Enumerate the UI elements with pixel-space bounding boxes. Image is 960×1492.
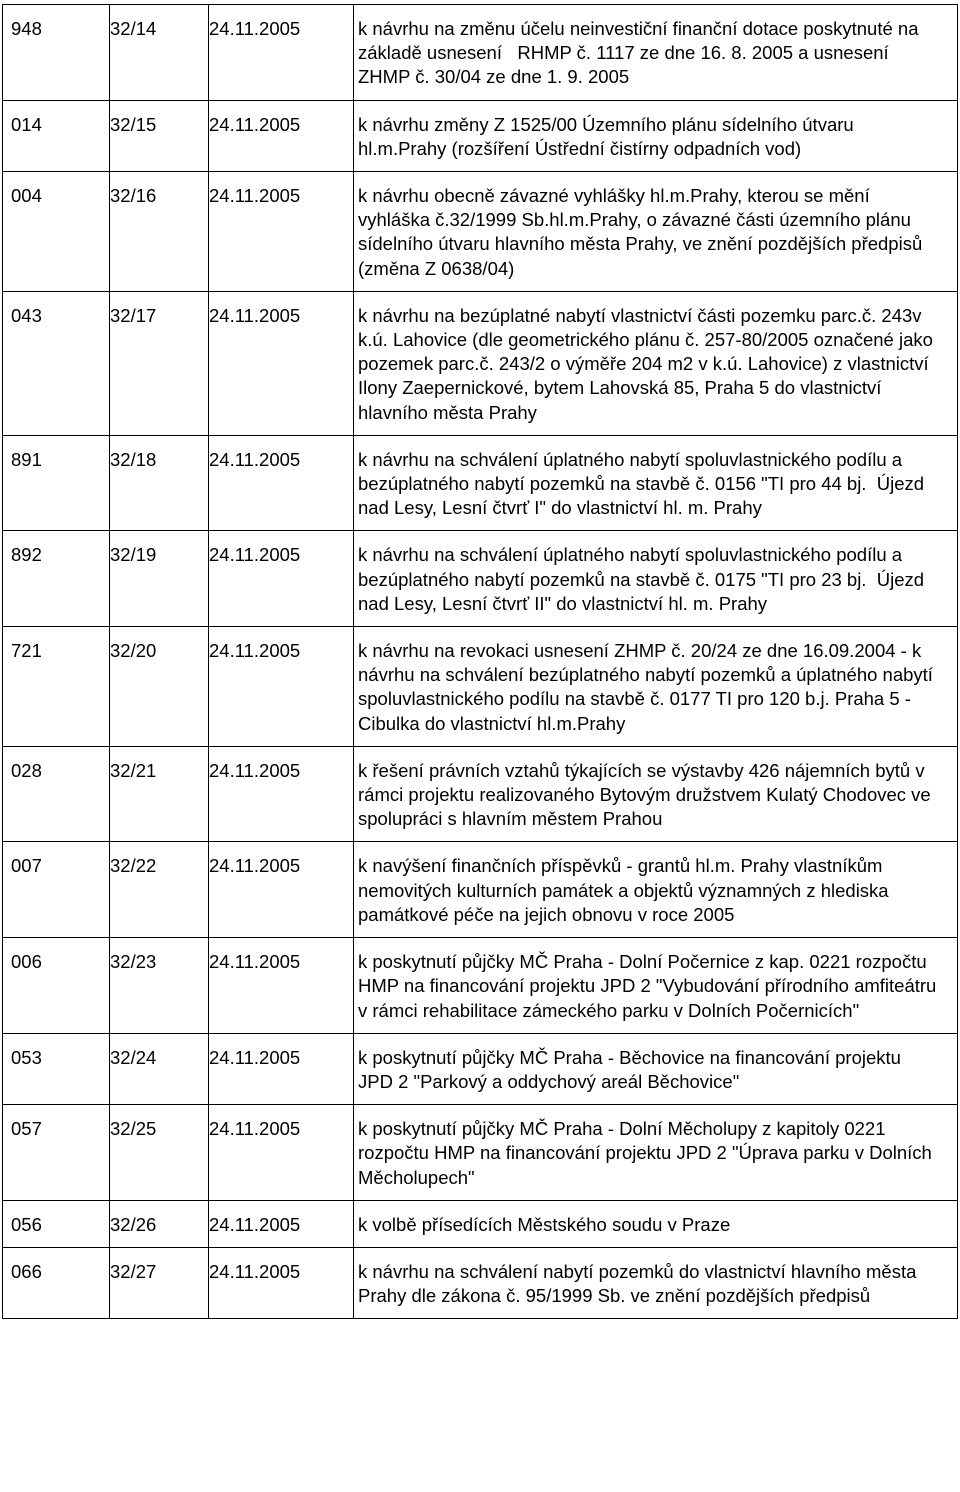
description-cell [354, 1200, 958, 1247]
resolution-number: 32/25 [110, 1118, 157, 1140]
description-cell [354, 100, 958, 171]
resolution-date: 24.11.2005 [209, 448, 301, 470]
table-row [3, 842, 958, 938]
resolution-number: 32/22 [110, 855, 157, 877]
description-cell [354, 938, 958, 1034]
resolution-cell [110, 746, 209, 842]
row-number: 053 [11, 1046, 42, 1068]
row-number-cell [3, 938, 110, 1034]
resolution-date: 24.11.2005 [209, 1046, 301, 1068]
date-cell [209, 172, 354, 292]
resolution-description: k návrhu na změnu účelu neinvestiční finanční dotace poskytnuté na základě usnesení RHMP č. 1117 ze dne 16. 8. 2005 a usnesení ZHMP č. 30/04 ze dne 1. 9. 2005 [358, 18, 924, 88]
date-cell [209, 1105, 354, 1201]
row-number-cell [3, 435, 110, 531]
resolution-description: k návrhu na schválení úplatného nabytí spoluvlastnického podílu a bezúplatného nabytí pozemků na stavbě č. 0175 "TI pro 23 bj. Újezd nad Lesy, Lesní čtvrť II" do vlastnictví hl. m. Prahy [358, 544, 930, 614]
resolution-number: 32/24 [110, 1046, 157, 1068]
table-row [3, 435, 958, 531]
row-number-cell [3, 291, 110, 435]
row-number: 892 [11, 544, 42, 566]
date-cell [209, 435, 354, 531]
resolution-cell [110, 627, 209, 747]
description-cell [354, 746, 958, 842]
date-cell [209, 531, 354, 627]
resolution-number: 32/20 [110, 640, 157, 662]
resolution-number: 32/26 [110, 1213, 157, 1235]
row-number: 948 [11, 18, 42, 39]
table-row [3, 1105, 958, 1201]
row-number: 066 [11, 1260, 42, 1282]
row-number-cell [3, 746, 110, 842]
table-row [3, 1200, 958, 1247]
resolution-cell [110, 1200, 209, 1247]
table-row [3, 5, 958, 101]
resolution-cell [110, 100, 209, 171]
description-cell [354, 435, 958, 531]
row-number: 006 [11, 951, 42, 973]
resolution-cell [110, 938, 209, 1034]
resolution-number: 32/14 [110, 18, 157, 39]
resolution-date: 24.11.2005 [209, 113, 301, 135]
date-cell [209, 1033, 354, 1104]
date-cell [209, 627, 354, 747]
table-row [3, 291, 958, 435]
resolution-date: 24.11.2005 [209, 18, 301, 39]
date-cell [209, 1200, 354, 1247]
description-cell [354, 627, 958, 747]
row-number-cell [3, 842, 110, 938]
resolution-description: k poskytnutí půjčky MČ Praha - Dolní Počernice z kap. 0221 rozpočtu HMP na financování projektu JPD 2 "Vybudování přírodního amfiteátru v rámci rehabilitace zámeckého parku v Dolních Počernicích" [358, 951, 942, 1021]
row-number: 043 [11, 304, 42, 326]
resolution-description: k návrhu na revokaci usnesení ZHMP č. 20/24 ze dne 16.09.2004 - k návrhu na schválení bezúplatného nabytí pozemků a úplatného nabytí spoluvlastnického podílu na stavbě č. 0177 TI pro 120 b.j. Praha 5 - Cibulka do vlastnictví hl.m.Prahy [358, 640, 939, 734]
row-number: 721 [11, 640, 42, 662]
row-number-cell [3, 172, 110, 292]
resolution-date: 24.11.2005 [209, 759, 301, 781]
table-row [3, 100, 958, 171]
table-row [3, 1033, 958, 1104]
description-cell [354, 1105, 958, 1201]
resolution-date: 24.11.2005 [209, 544, 301, 566]
resolutions-table-body [3, 5, 958, 1319]
resolution-date: 24.11.2005 [209, 1213, 301, 1235]
resolution-cell [110, 531, 209, 627]
resolution-date: 24.11.2005 [209, 1260, 301, 1282]
resolution-cell [110, 1247, 209, 1318]
resolution-number: 32/27 [110, 1260, 157, 1282]
resolution-number: 32/19 [110, 544, 157, 566]
resolution-number: 32/18 [110, 448, 157, 470]
resolution-description: k návrhu na schválení úplatného nabytí spoluvlastnického podílu a bezúplatného nabytí pozemků na stavbě č. 0156 "TI pro 44 bj. Újezd nad Lesy, Lesní čtvrť I" do vlastnictví hl. m. Prahy [358, 448, 930, 519]
resolutions-table [2, 4, 958, 1319]
row-number-cell [3, 627, 110, 747]
description-cell [354, 842, 958, 938]
resolution-description: k poskytnutí půjčky MČ Praha - Dolní Měcholupy z kapitoly 0221 rozpočtu HMP na financování projektu JPD 2 "Úprava parku v Dolních Měcholupech" [358, 1118, 937, 1188]
description-cell [354, 1033, 958, 1104]
resolution-number: 32/15 [110, 113, 157, 135]
resolution-date: 24.11.2005 [209, 1118, 301, 1140]
resolution-description: k navýšení finančních příspěvků - grantů hl.m. Prahy vlastníkům nemovitých kulturních památek a objektů významných z hlediska památkové péče na jejich obnovu v roce 2005 [358, 855, 894, 925]
date-cell [209, 100, 354, 171]
description-cell [354, 172, 958, 292]
resolution-cell [110, 1033, 209, 1104]
table-row [3, 938, 958, 1034]
description-cell [354, 291, 958, 435]
row-number: 028 [11, 759, 42, 781]
date-cell [209, 1247, 354, 1318]
resolution-cell [110, 5, 209, 101]
row-number-cell [3, 531, 110, 627]
table-row [3, 1247, 958, 1318]
resolution-date: 24.11.2005 [209, 951, 301, 973]
resolution-date: 24.11.2005 [209, 855, 301, 877]
row-number-cell [3, 100, 110, 171]
description-cell [354, 1247, 958, 1318]
row-number-cell [3, 1105, 110, 1201]
resolution-description: k návrhu na bezúplatné nabytí vlastnictví části pozemku parc.č. 243v k.ú. Lahovice (dle geometrického plánu č. 257-80/2005 označené jako pozemek parc.č. 243/2 o výměře 204 m2 v k.ú. Lahovice) z vlastnictví Ilony Zaepernickové, bytem Lahovská 85, Praha 5 do vlastnictví hlavního města Prahy [358, 304, 939, 423]
date-cell [209, 5, 354, 101]
row-number-cell [3, 5, 110, 101]
row-number: 056 [11, 1213, 42, 1235]
resolution-date: 24.11.2005 [209, 640, 301, 662]
resolution-description: k návrhu na schválení nabytí pozemků do vlastnictví hlavního města Prahy dle zákona č. 95/1999 Sb. ve znění pozdějších předpisů [358, 1260, 922, 1307]
resolution-date: 24.11.2005 [209, 185, 301, 207]
resolution-number: 32/23 [110, 951, 157, 973]
table-row [3, 531, 958, 627]
table-row [3, 746, 958, 842]
resolution-description: k řešení právních vztahů týkajících se výstavby 426 nájemních bytů v rámci projektu realizovaného Bytovým družstvem Kulatý Chodovec ve spolupráci s hlavním městem Prahou [358, 759, 936, 830]
resolution-description: k volbě přísedících Městského soudu v Praze [358, 1213, 731, 1235]
row-number: 891 [11, 448, 42, 470]
resolution-cell [110, 291, 209, 435]
date-cell [209, 938, 354, 1034]
description-cell [354, 531, 958, 627]
row-number: 014 [11, 113, 42, 135]
row-number: 057 [11, 1118, 42, 1140]
resolution-cell [110, 435, 209, 531]
resolution-cell [110, 842, 209, 938]
date-cell [209, 746, 354, 842]
resolution-number: 32/16 [110, 185, 157, 207]
row-number-cell [3, 1200, 110, 1247]
row-number-cell [3, 1033, 110, 1104]
resolution-cell [110, 172, 209, 292]
resolution-cell [110, 1105, 209, 1201]
date-cell [209, 842, 354, 938]
resolution-date: 24.11.2005 [209, 304, 301, 326]
resolution-description: k návrhu změny Z 1525/00 Územního plánu sídelního útvaru hl.m.Prahy (rozšíření Ústřední čistírny odpadních vod) [358, 113, 859, 159]
date-cell [209, 291, 354, 435]
resolution-number: 32/17 [110, 304, 157, 326]
table-row [3, 627, 958, 747]
row-number-cell [3, 1247, 110, 1318]
resolution-number: 32/21 [110, 759, 157, 781]
description-cell [354, 5, 958, 101]
table-row [3, 172, 958, 292]
row-number: 007 [11, 855, 42, 877]
resolution-description: k poskytnutí půjčky MČ Praha - Běchovice na financování projektu JPD 2 "Parkový a oddychový areál Běchovice" [358, 1046, 907, 1092]
resolution-description: k návrhu obecně závazné vyhlášky hl.m.Prahy, kterou se mění vyhláška č.32/1999 Sb.hl.m.Prahy, o závazné části územního plánu sídelního útvaru hlavního města Prahy, ve znění pozdějších předpisů (změna Z 0638/04) [358, 185, 928, 279]
row-number: 004 [11, 185, 42, 207]
